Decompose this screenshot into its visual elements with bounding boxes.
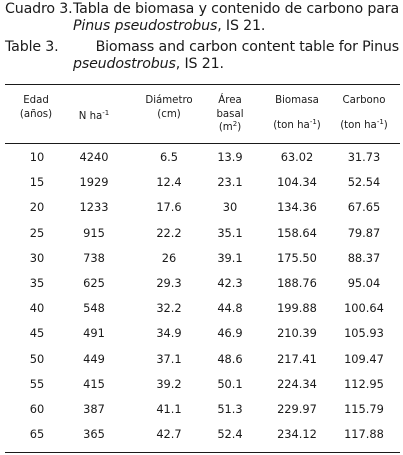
- cell-area-basal: 51.3: [217, 402, 243, 416]
- cell-diametro: 12.4: [156, 175, 182, 190]
- cell-carbono: 88.37: [347, 250, 381, 265]
- cell-biomasa: 217.41: [277, 351, 317, 366]
- table-row: [0, 175, 403, 200]
- cell-n-ha: 625: [83, 276, 105, 290]
- cell-edad: 25: [29, 225, 45, 240]
- cell-n-ha: 449: [83, 351, 105, 366]
- table-row: [0, 352, 403, 377]
- cell-carbono: 105.93: [344, 326, 384, 341]
- caption-es-label: Cuadro 3.: [5, 1, 73, 17]
- header-carbono: Carbono (ton $ha^{-1}$): [340, 95, 388, 131]
- cell-n-ha: 387: [83, 402, 105, 416]
- cell-diametro: 17.6: [156, 200, 182, 215]
- cell-edad: 20: [29, 200, 45, 215]
- cell-n-ha: 415: [83, 376, 105, 391]
- caption-english: [5, 39, 399, 73]
- table-bottom-rule: [5, 452, 400, 453]
- cell-diametro: 26: [161, 250, 177, 265]
- cell-diametro: 29.3: [156, 276, 182, 290]
- cell-edad: 55: [29, 376, 45, 391]
- table-row: [0, 402, 403, 427]
- cell-diametro: 22.2: [156, 225, 182, 240]
- cell-area-basal: 39.1: [217, 250, 243, 265]
- cell-biomasa: 158.64: [277, 225, 317, 240]
- cell-edad: 45: [29, 326, 45, 341]
- cell-area-basal: 35.1: [217, 225, 243, 240]
- table-row: [0, 251, 403, 276]
- cell-n-ha: 491: [83, 326, 105, 341]
- caption-spanish: [5, 1, 399, 35]
- cell-edad: 10: [29, 150, 45, 164]
- caption-en-suffix: , IS 21.: [175, 56, 224, 72]
- table-top-rule: [5, 84, 400, 85]
- caption-en-species: pseudostrobus: [73, 56, 176, 72]
- cell-carbono: 100.64: [344, 301, 384, 316]
- cell-area-basal: 48.6: [217, 351, 243, 366]
- cell-edad: 30: [29, 250, 45, 265]
- cell-edad: 15: [29, 175, 45, 190]
- cell-n-ha: 548: [83, 301, 105, 316]
- cell-carbono: 67.65: [347, 200, 381, 215]
- cell-area-basal: 50.1: [217, 376, 243, 391]
- cell-edad: 50: [29, 351, 45, 366]
- cell-area-basal: 23.1: [217, 175, 243, 190]
- header-bottom-rule: [5, 143, 400, 144]
- cell-biomasa: 188.76: [277, 276, 317, 290]
- cell-edad: 40: [29, 301, 45, 316]
- cell-n-ha: 365: [83, 427, 105, 442]
- table-row: [0, 377, 403, 402]
- header-area-basal: Área basal $(m^2)$: [216, 95, 244, 133]
- cell-biomasa: 104.34: [277, 175, 317, 190]
- cell-carbono: 117.88: [344, 427, 384, 442]
- cell-diametro: 34.9: [156, 326, 182, 341]
- cell-carbono: 79.87: [347, 225, 381, 240]
- cell-biomasa: 199.88: [277, 301, 317, 316]
- cell-area-basal: 44.8: [217, 301, 243, 316]
- table-row: [0, 226, 403, 251]
- cell-area-basal: 46.9: [217, 326, 243, 341]
- caption-en-text: Biomass and carbon content table for Pinus: [95, 39, 399, 55]
- cell-biomasa: 210.39: [277, 326, 317, 341]
- cell-carbono: 52.54: [347, 175, 381, 190]
- cell-biomasa: 224.34: [277, 376, 317, 391]
- cell-biomasa: 134.36: [277, 200, 317, 215]
- table-row: [0, 200, 403, 225]
- cell-carbono: 95.04: [347, 276, 381, 290]
- cell-area-basal: 42.3: [217, 276, 243, 290]
- caption-es-text: Tabla de biomasa y contenido de carbono para: [72, 1, 399, 17]
- caption-es-species: Pinus pseudostrobus: [73, 18, 218, 34]
- cell-area-basal: 13.9: [217, 150, 243, 164]
- caption-es-suffix: , IS 21.: [217, 18, 266, 34]
- header-edad: Edad (años): [19, 95, 53, 120]
- cell-biomasa: 229.97: [277, 402, 317, 416]
- caption-en-label: Table 3.: [5, 39, 59, 55]
- cell-carbono: 31.73: [347, 150, 381, 164]
- cell-carbono: 115.79: [344, 402, 384, 416]
- cell-biomasa: 234.12: [277, 427, 317, 442]
- table-row: [0, 427, 403, 452]
- table-row: [0, 301, 403, 326]
- cell-biomasa: 63.02: [280, 150, 314, 164]
- table-row: [0, 276, 403, 301]
- cell-diametro: 39.2: [156, 376, 182, 391]
- cell-diametro: 6.5: [159, 150, 179, 164]
- header-n: N $ha^{-1}$: [78, 109, 110, 122]
- cell-area-basal: 52.4: [217, 427, 243, 442]
- cell-n-ha: 1233: [79, 200, 109, 215]
- cell-diametro: 37.1: [156, 351, 182, 366]
- cell-biomasa: 175.50: [277, 250, 317, 265]
- header-biomasa: Biomasa (ton $ha^{-1}$): [273, 95, 321, 131]
- table-row: [0, 326, 403, 351]
- table-row: [0, 150, 403, 175]
- cell-edad: 60: [29, 402, 45, 416]
- cell-area-basal: 30: [222, 200, 238, 215]
- cell-diametro: 32.2: [156, 301, 182, 316]
- cell-edad: 35: [29, 276, 45, 290]
- header-diametro: Diámetro (cm): [145, 95, 193, 120]
- cell-n-ha: 4240: [79, 150, 109, 164]
- cell-n-ha: 915: [83, 225, 105, 240]
- cell-carbono: 112.95: [344, 376, 384, 391]
- cell-n-ha: 1929: [79, 175, 109, 190]
- cell-n-ha: 738: [83, 250, 105, 265]
- cell-edad: 65: [29, 427, 45, 442]
- cell-diametro: 42.7: [156, 427, 182, 442]
- cell-carbono: 109.47: [344, 351, 384, 366]
- cell-diametro: 41.1: [156, 402, 182, 416]
